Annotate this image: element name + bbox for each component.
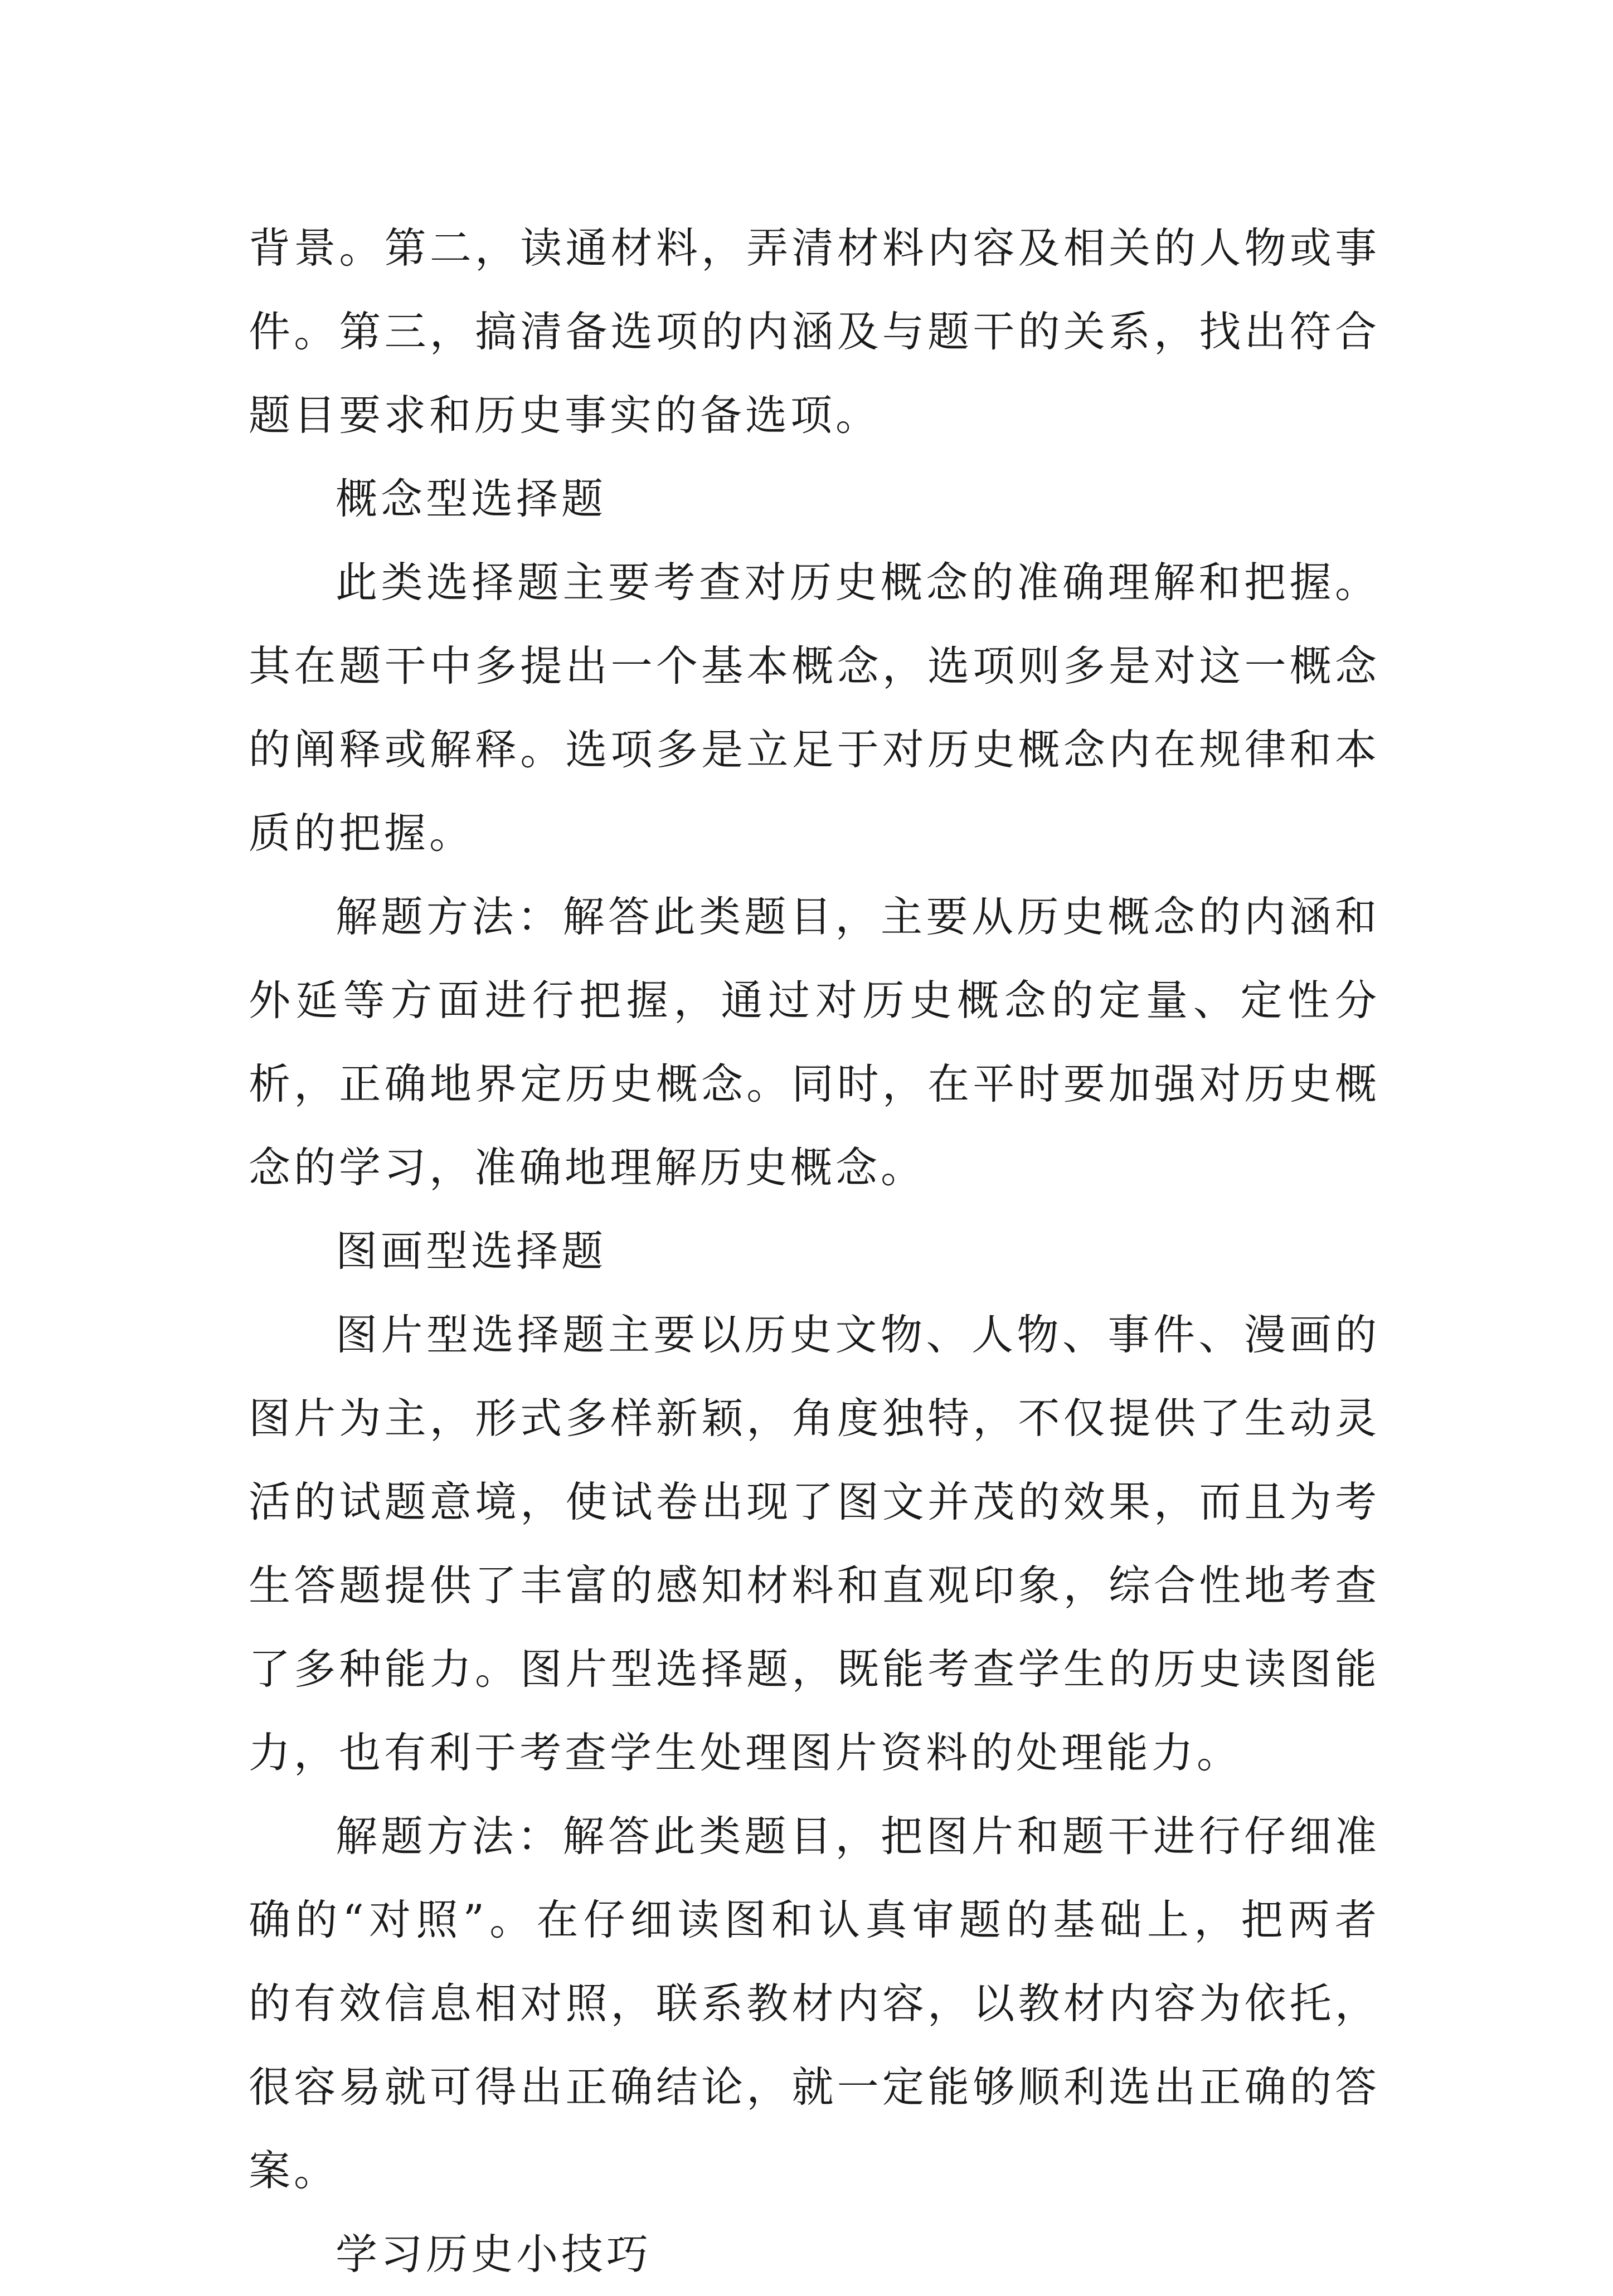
section-heading-tips: 学习历史小技巧 bbox=[336, 2230, 652, 2279]
section-heading-concept: 概念型选择题 bbox=[336, 474, 607, 523]
paragraph-continuation: 背景。第二，读通材料，弄清材料内容及相关的人物或事件。第三，搞清备选项的内涵及与题干的关系，找出符合题目要求和历史事实的备选项。 bbox=[249, 223, 1380, 440]
document-body bbox=[249, 206, 1380, 2296]
section-heading-picture: 图画型选择题 bbox=[336, 1227, 607, 1276]
paragraph-concept-description: 此类选择题主要考查对历史概念的准确理解和把握。其在题干中多提出一个基本概念，选项则多是对这一概念的阐释或解释。选项多是立足于对历史概念内在规律和本质的把握。 bbox=[249, 558, 1380, 858]
paragraph-picture-description: 图片型选择题主要以历史文物、人物、事件、漫画的图片为主，形式多样新颖，角度独特，不仅提供了生动灵活的试题意境，使试卷出现了图文并茂的效果，而且为考生答题提供了丰富的感知材料和直观印象，综合性地考查了多种能力。图片型选择题，既能考查学生的历史读图能力，也有利于考查学生处理图片资料的处理能力。 bbox=[249, 1310, 1380, 1777]
paragraph-picture-method: 解题方法：解答此类题目，把图片和题干进行仔细准确的“对照”。在仔细读图和认真审题的基础上，把两者的有效信息相对照，联系教材内容，以教材内容为依托，很容易就可得出正确结论，就一定能够顺利选出正确的答案。 bbox=[249, 1812, 1380, 2195]
paragraph-concept-method: 解题方法：解答此类题目，主要从历史概念的内涵和外延等方面进行把握，通过对历史概念的定量、定性分析，正确地界定历史概念。同时，在平时要加强对历史概念的学习，准确地理解历史概念。 bbox=[249, 892, 1380, 1192]
